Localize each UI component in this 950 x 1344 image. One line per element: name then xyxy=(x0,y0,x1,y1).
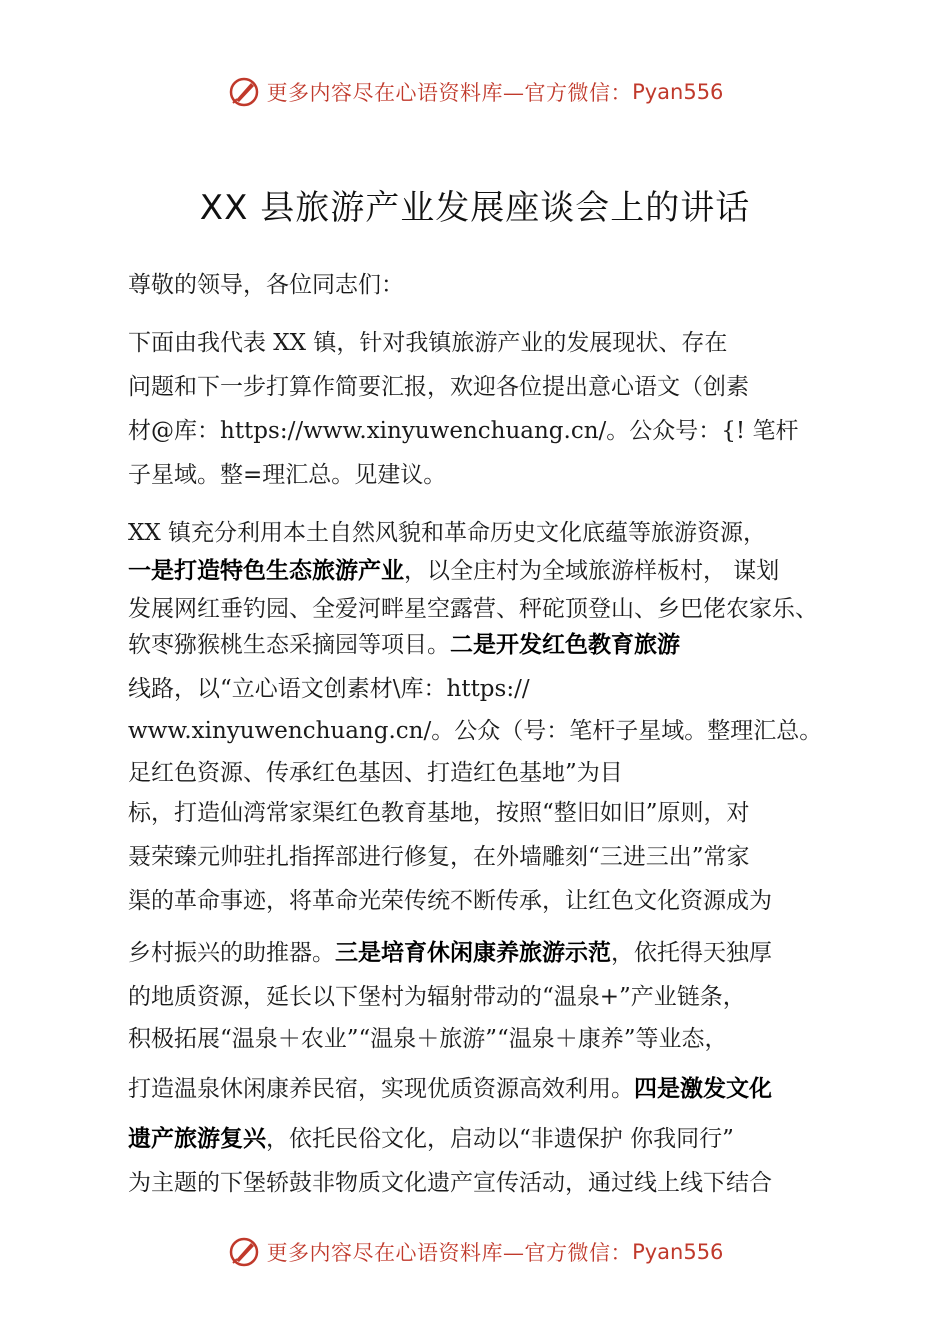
body-text: 下面由我代表 XX 镇，针对我镇旅游产业的发展现状、存在 xyxy=(128,330,728,356)
banner-text: 更多内容尽在心语资料库—官方微信： xyxy=(266,81,633,105)
body-text: 软枣猕猴桃生态采摘园等项目。 xyxy=(128,632,450,658)
body-text: 的地质资源，延长以下堡村为辐射带动的“温泉+”产业链条， xyxy=(128,984,746,1010)
bold-heading-text: 三是培育休闲康养旅游示范 xyxy=(335,940,611,966)
body-line xyxy=(128,982,746,1012)
body-line xyxy=(128,1124,734,1154)
body-line xyxy=(128,270,404,300)
body-text: 积极拓展“温泉＋农业”“温泉＋旅游”“温泉＋康养”等业态， xyxy=(128,1026,728,1052)
body-line xyxy=(128,518,766,548)
bold-heading-text: 遗产旅游复兴 xyxy=(128,1126,266,1152)
bold-heading-text: 一是打造特色生态旅游产业 xyxy=(128,558,404,584)
body-text: ，依托民俗文化，启动以“非遗保护 你我同行” xyxy=(266,1126,734,1152)
body-text: 足红色资源、传承红色基因、打造红色基地”为目 xyxy=(128,760,623,786)
body-text: 标，打造仙湾常家渠红色教育基地，按照“整旧如旧”原则，对 xyxy=(128,800,750,826)
body-text: ，以全庄村为全域旅游样板村， 谋划 xyxy=(404,558,780,584)
document-title: XX 县旅游产业发展座谈会上的讲话 xyxy=(199,188,751,228)
body-text: www.xinyuwenchuang.cn/。公众（号：笔杆子星域。整理汇总。 xyxy=(128,718,823,744)
body-text: 尊敬的领导，各位同志们： xyxy=(128,272,404,298)
body-line xyxy=(128,460,446,490)
body-line xyxy=(128,372,749,402)
body-text: 为主题的下堡轿鼓非物质文化遗产宣传活动，通过线上线下结合 xyxy=(128,1170,772,1196)
body-line xyxy=(128,594,818,624)
body-line xyxy=(128,938,772,968)
body-line xyxy=(128,716,822,746)
body-line xyxy=(128,556,779,586)
body-text: ，依托得天独厚 xyxy=(611,940,772,966)
body-line xyxy=(128,1074,772,1104)
body-line xyxy=(128,1024,728,1054)
body-line xyxy=(128,842,750,872)
body-line xyxy=(128,416,798,446)
body-line xyxy=(128,674,530,704)
banner-wechat-id: Pyan556 xyxy=(632,1240,724,1264)
header-watermark-banner xyxy=(0,72,950,112)
body-text: XX 镇充分利用本土自然风貌和革命历史文化底蕴等旅游资源， xyxy=(128,520,767,546)
body-line xyxy=(128,758,623,788)
banner-text: 更多内容尽在心语资料库—官方微信： xyxy=(266,1241,633,1265)
body-line xyxy=(128,798,750,828)
body-line xyxy=(128,1168,772,1198)
bold-heading-text: 二是开发红色教育旅游 xyxy=(450,632,680,658)
body-text: 子星域。整=理汇总。见建议。 xyxy=(128,462,447,488)
body-line xyxy=(128,328,727,358)
banner-wechat-id: Pyan556 xyxy=(632,80,724,104)
body-text: 打造温泉休闲康养民宿，实现优质资源高效利用。 xyxy=(128,1076,634,1102)
footer-watermark-banner xyxy=(0,1232,950,1272)
body-text: 聂荣臻元帅驻扎指挥部进行修复，在外墙雕刻“三进三出”常家 xyxy=(128,844,750,870)
bold-heading-text: 四是激发文化 xyxy=(634,1076,772,1102)
body-text: 线路，以“立心语文创素材\库：https:// xyxy=(128,676,530,702)
body-text: 材@库：https://www.xinyuwenchuang.cn/。公众号：{! 笔杆 xyxy=(128,418,799,444)
body-text: 乡村振兴的助推器。 xyxy=(128,940,335,966)
body-text: 发展网红垂钓园、全爱河畔星空露营、秤砣顶登山、乡巴佬农家乐、 xyxy=(128,596,818,622)
quill-logo-icon xyxy=(227,1235,261,1269)
body-line xyxy=(128,886,772,916)
body-line xyxy=(128,630,680,660)
quill-logo-icon xyxy=(227,75,261,109)
body-text: 渠的革命事迹，将革命光荣传统不断传承，让红色文化资源成为 xyxy=(128,888,772,914)
body-text: 问题和下一步打算作简要汇报，欢迎各位提出意心语文（创素 xyxy=(128,374,749,400)
